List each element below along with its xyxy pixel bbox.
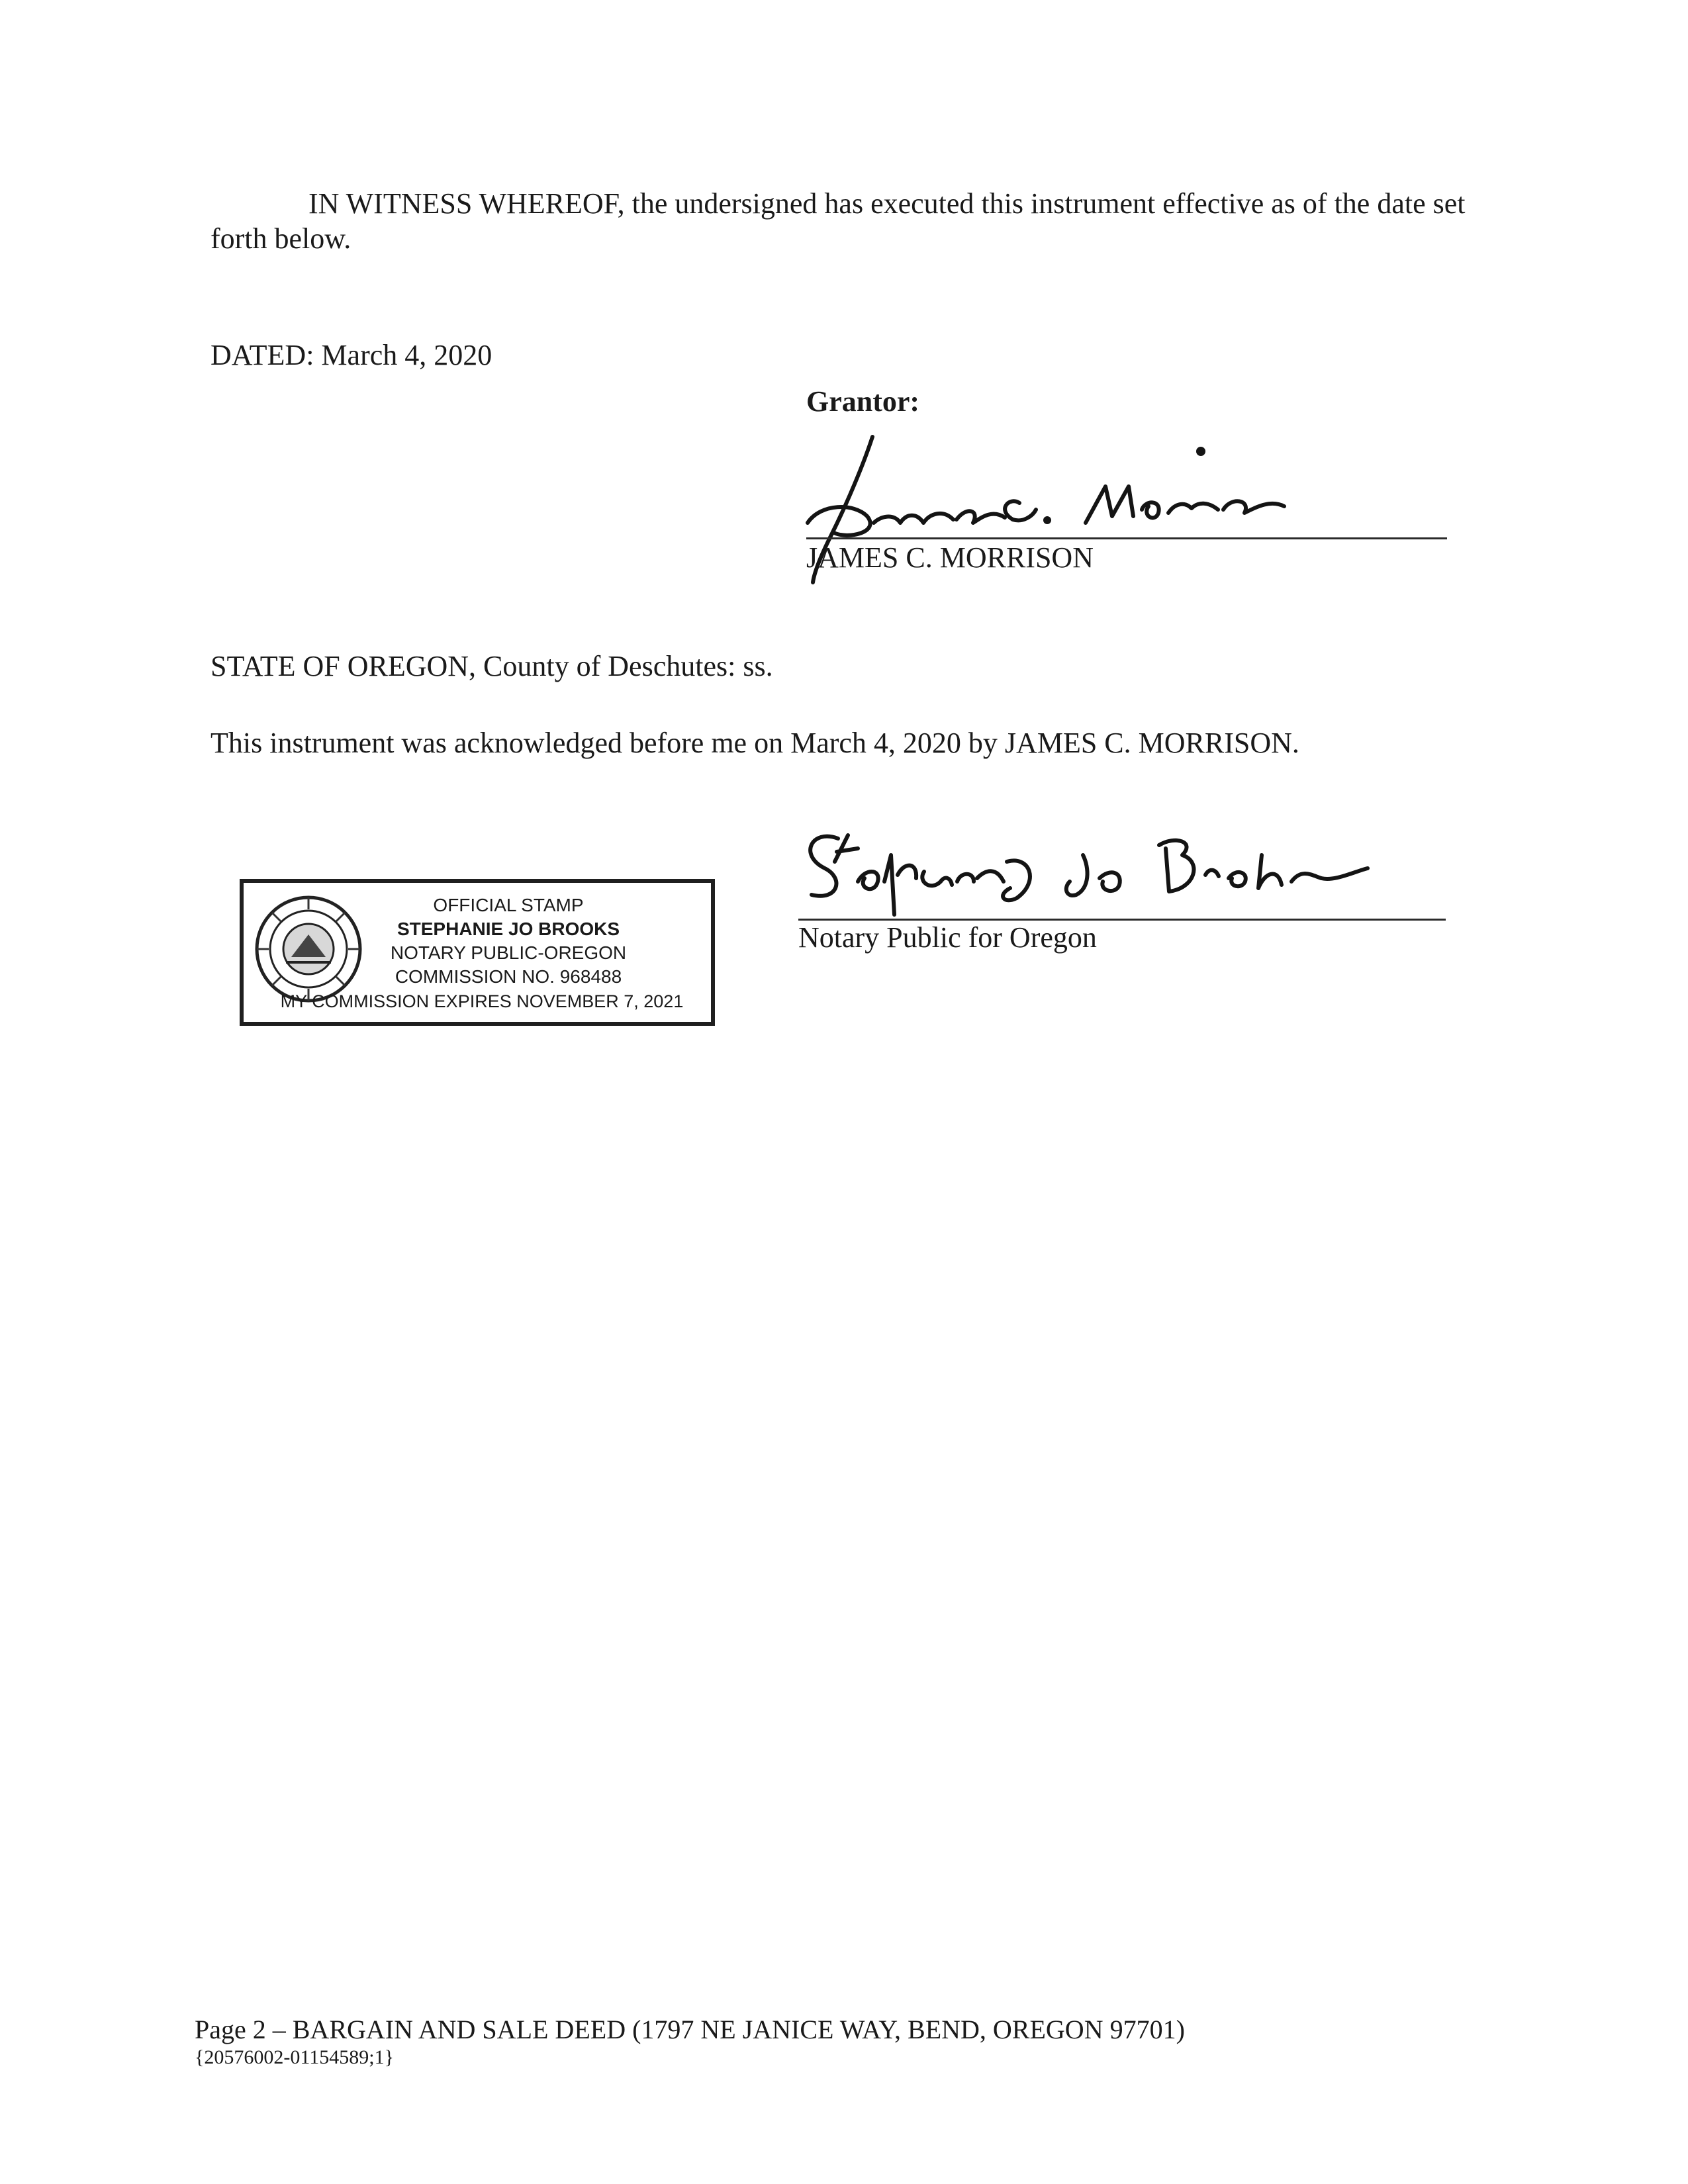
notary-signature-line <box>798 919 1446 921</box>
notary-signature <box>798 815 1460 921</box>
grantor-label: Grantor: <box>806 385 920 418</box>
grantor-printed-name: JAMES C. MORRISON <box>806 541 1094 574</box>
grantor-signature-line <box>806 537 1447 539</box>
state-county-line: STATE OF OREGON, County of Deschutes: ss. <box>211 650 773 682</box>
stamp-line-expiration: MY COMMISSION EXPIRES NOVEMBER 7, 2021 <box>280 991 684 1011</box>
footer-document-id: {20576002-01154589;1} <box>195 2046 395 2068</box>
witness-paragraph: IN WITNESS WHEREOF, the undersigned has executed this instrument effective as of the date set forth below. <box>211 187 1466 255</box>
state-seal-icon <box>253 893 364 1005</box>
footer-page-title: Page 2 – BARGAIN AND SALE DEED (1797 NE JANICE WAY, BEND, OREGON 97701) <box>195 2015 1185 2044</box>
notary-caption: Notary Public for Oregon <box>798 921 1097 954</box>
stamp-line-official-stamp: OFFICIAL STAMP <box>433 895 584 915</box>
stamp-line-notary-name: STEPHANIE JO BROOKS <box>397 919 620 939</box>
stamp-line-notary-title: NOTARY PUBLIC-OREGON <box>390 942 627 963</box>
stamp-line-commission-number: COMMISSION NO. 968488 <box>395 966 622 987</box>
acknowledgment-text: This instrument was acknowledged before me on March 4, 2020 by JAMES C. MORRISON. <box>211 727 1299 759</box>
official-notary-stamp <box>240 879 715 1026</box>
dated-line: DATED: March 4, 2020 <box>211 339 492 371</box>
